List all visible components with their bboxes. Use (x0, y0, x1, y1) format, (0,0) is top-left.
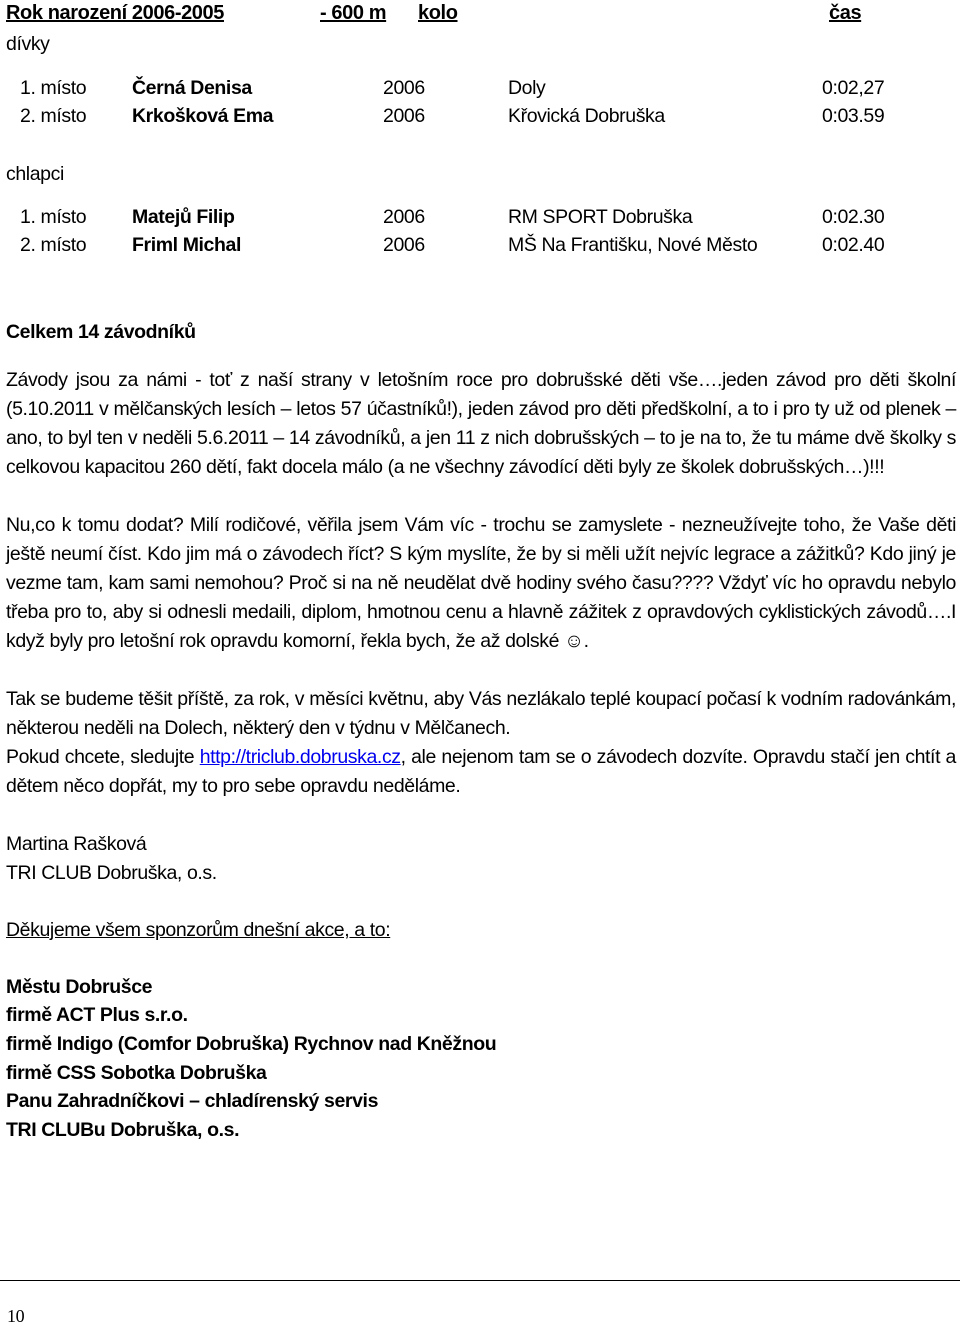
total-count: Celkem 14 závodníků (6, 321, 196, 343)
result-year: 2006 (383, 105, 425, 127)
result-name: Matejů Filip (132, 206, 235, 228)
footer-divider (0, 1280, 960, 1281)
result-time: 0:02.40 (822, 234, 885, 256)
website-link[interactable]: http://triclub.dobruska.cz (199, 746, 401, 768)
result-time: 0:03.59 (822, 105, 885, 127)
signature-name: Martina Rašková (6, 833, 147, 855)
girls-label: dívky (6, 33, 50, 55)
result-name: Krkošková Ema (132, 105, 274, 127)
result-place: 1. místo (20, 206, 87, 228)
header-discipline: kolo (418, 2, 458, 24)
sponsor-item: firmě ACT Plus s.r.o. (6, 1004, 188, 1026)
result-name: Friml Michal (132, 234, 241, 256)
sponsor-item: Městu Dobrušce (6, 976, 153, 998)
result-place: 1. místo (20, 77, 87, 99)
website-text-before: Pokud chcete, sledujte (6, 746, 200, 768)
result-year: 2006 (383, 77, 425, 99)
result-time: 0:02.30 (822, 206, 885, 228)
sponsor-item: TRI CLUBu Dobruška, o.s. (6, 1119, 240, 1141)
result-club: MŠ Na Františku, Nové Město (508, 234, 758, 256)
result-place: 2. místo (20, 234, 87, 256)
sponsor-item: firmě CSS Sobotka Dobruška (6, 1062, 267, 1084)
result-club: Křovická Dobruška (508, 105, 665, 127)
paragraph-parents-appeal: Nu,co k tomu dodat? Milí rodičové, věřila jsem Vám víc - trochu se zamyslete - nezneužívejte toho, že Vaše děti ještě neumí číst. Kdo jim má o závodech říct? S kým myslíte, že by si měli užít nejvíc legrace a zážitků? Kdo jiný je vezme tam, kam sami nemohou? Proč si na ně neudělat dvě hodiny svého času???? Vždyť víc ho opravdu nebylo třeba pro to, aby si odnesli medaili, diplom, hmotnou cenu a hlavně zážitek z opravdových cyklistických závodů….I když byly pro letošní rok opravdu komorní, řekla bych, že až dolské ☺. (6, 514, 956, 652)
boys-label: chlapci (6, 163, 64, 185)
result-name: Černá Denisa (132, 77, 252, 99)
header-time-column: čas (829, 2, 862, 24)
paragraph-races-summary: Závody jsou za námi - toť z naší strany v letošním roce pro dobrušské děti vše….jeden závod pro děti školní (5.10.2011 v mělčanských lesích – letos 57 účastníků!), jeden závod pro děti předškolní, a to i pro ty už od plenek – ano, to byl ten v neděli 5.6.2011 – 14 závodníků, a jen 11 z nich dobrušských – to je na to, že tu máme dvě školky s celkovou kapacitou 260 dětí, fakt docela málo (a ne všechny závodící děti byly ze školek dobrušských…)!!! (6, 369, 956, 478)
page-number: 10 (7, 1306, 25, 1326)
sponsor-item: Panu Zahradníčkovi – chladírenský servis (6, 1090, 379, 1112)
paragraph-next-year: Tak se budeme těšit příště, za rok, v měsíci květnu, aby Vás nezlákalo teplé koupací počasí k vodním radovánkám, některou neděli na Dolech, některý den v týdnu v Mělčanech. (6, 688, 956, 739)
header-category: Rok narození 2006-2005 (6, 2, 224, 24)
result-club: Doly (508, 77, 546, 99)
result-time: 0:02,27 (822, 77, 885, 99)
result-year: 2006 (383, 206, 425, 228)
website-text-after: , ale nejenom tam se o závodech dozvíte. Opravdu stačí jen chtít a dětem něco dopřát, my to pro sebe opravdu neděláme. (6, 746, 956, 797)
paragraph-website (6, 743, 956, 801)
result-year: 2006 (383, 234, 425, 256)
sponsor-item: firmě Indigo (Comfor Dobruška) Rychnov nad Kněžnou (6, 1033, 497, 1055)
header-race: - 600 m (320, 2, 387, 24)
result-club: RM SPORT Dobruška (508, 206, 693, 228)
signature-org: TRI CLUB Dobruška, o.s. (6, 862, 217, 884)
thanks-heading: Děkujeme všem sponzorům dnešní akce, a to: (6, 919, 391, 941)
result-place: 2. místo (20, 105, 87, 127)
